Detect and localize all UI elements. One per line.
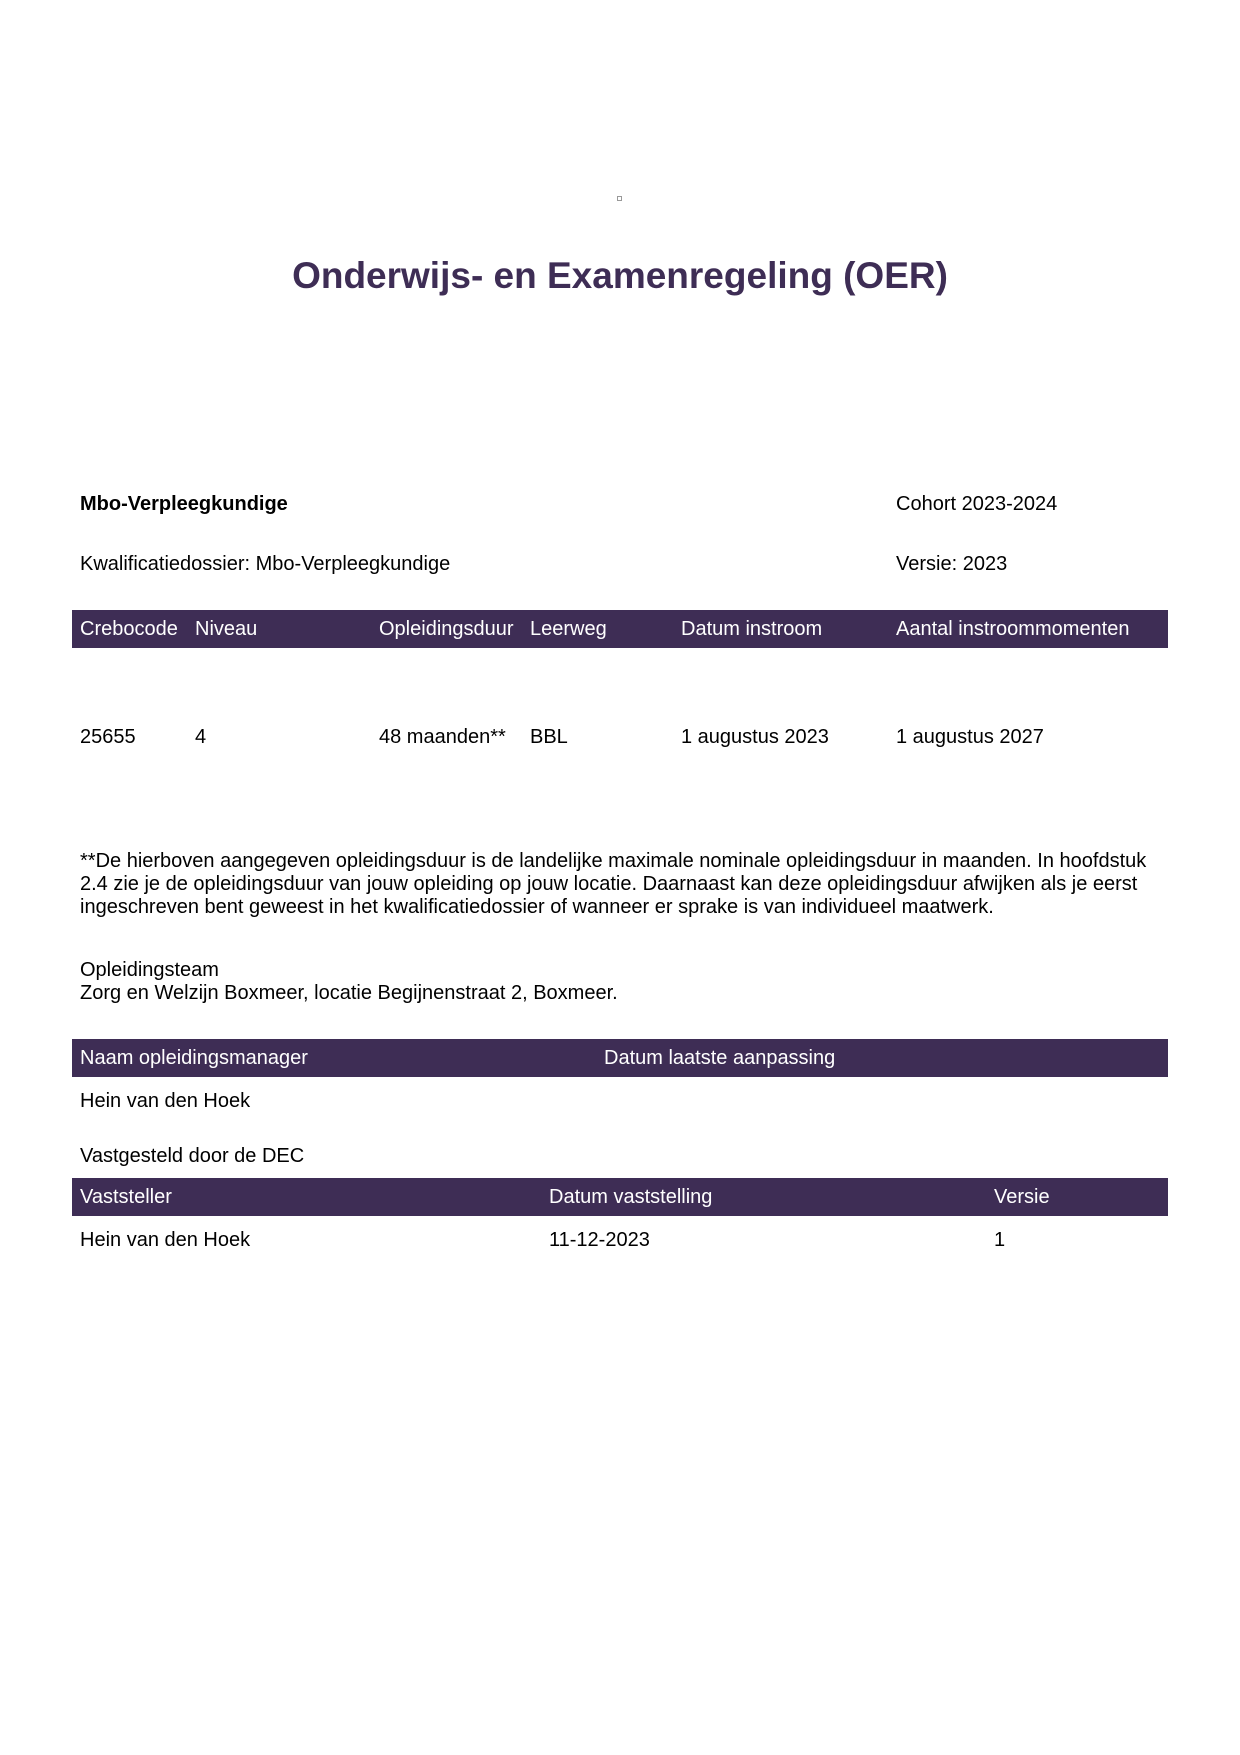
header-crebocode: Crebocode — [80, 618, 178, 640]
header-vaststeller: Vaststeller — [80, 1186, 172, 1208]
version-label: Versie: 2023 — [896, 553, 1008, 575]
cell-leerweg: BBL — [530, 726, 568, 748]
program-name: Mbo-Verpleegkundige — [80, 493, 288, 515]
header-leerweg: Leerweg — [530, 618, 607, 640]
cell-vaststeller: Hein van den Hoek — [80, 1229, 251, 1251]
page-title: Onderwijs- en Examenregeling (OER) — [292, 255, 948, 296]
approval-table-header — [72, 1178, 1168, 1216]
qualification-dossier: Kwalificatiedossier: Mbo-Verpleegkundige — [80, 553, 451, 575]
cohort-label: Cohort 2023-2024 — [896, 493, 1058, 515]
team-label: Opleidingsteam — [80, 959, 219, 981]
cell-manager-name: Hein van den Hoek — [80, 1090, 251, 1112]
approval-table-row — [72, 1228, 1168, 1252]
footnote: **De hierboven aangegeven opleidingsduur is de landelijke maximale nominale opleidingsduur in maanden. In hoofdstuk 2.4 zie je de opleidingsduur van jouw opleiding op jouw locatie. Daarnaast kan deze opleidingsduur afwijken als je eerst ingeschreven bent geweest in het kwalificatiedossier of wanneer er sprake is van individueel maatwerk. — [80, 850, 1147, 918]
cell-crebocode: 25655 — [80, 726, 136, 748]
header-niveau: Niveau — [195, 618, 258, 640]
header-aantal-instroommomenten: Aantal instroommomenten — [896, 618, 1130, 640]
cell-niveau: 4 — [195, 726, 207, 748]
header-datum-instroom: Datum instroom — [681, 618, 823, 640]
cell-aantal-instroommomenten: 1 augustus 2027 — [896, 726, 1044, 748]
placeholder-image-icon — [617, 196, 622, 201]
approval-label: Vastgesteld door de DEC — [80, 1145, 305, 1167]
cell-opleidingsduur: 48 maanden** — [379, 726, 506, 748]
cell-datum-vaststelling: 11-12-2023 — [549, 1229, 650, 1251]
header-opleidingsduur: Opleidingsduur — [379, 618, 514, 640]
program-table-row — [72, 725, 1168, 749]
header-datum-laatste-aanpassing: Datum laatste aanpassing — [604, 1047, 836, 1069]
cell-versie: 1 — [994, 1229, 1006, 1251]
program-table-header — [72, 610, 1168, 648]
team-location: Zorg en Welzijn Boxmeer, locatie Begijnenstraat 2, Boxmeer. — [80, 982, 618, 1004]
header-datum-vaststelling: Datum vaststelling — [549, 1186, 713, 1208]
header-naam-opleidingsmanager: Naam opleidingsmanager — [80, 1047, 308, 1069]
manager-table-header — [72, 1039, 1168, 1077]
header-versie: Versie — [994, 1186, 1050, 1208]
cell-datum-instroom: 1 augustus 2023 — [681, 726, 829, 748]
